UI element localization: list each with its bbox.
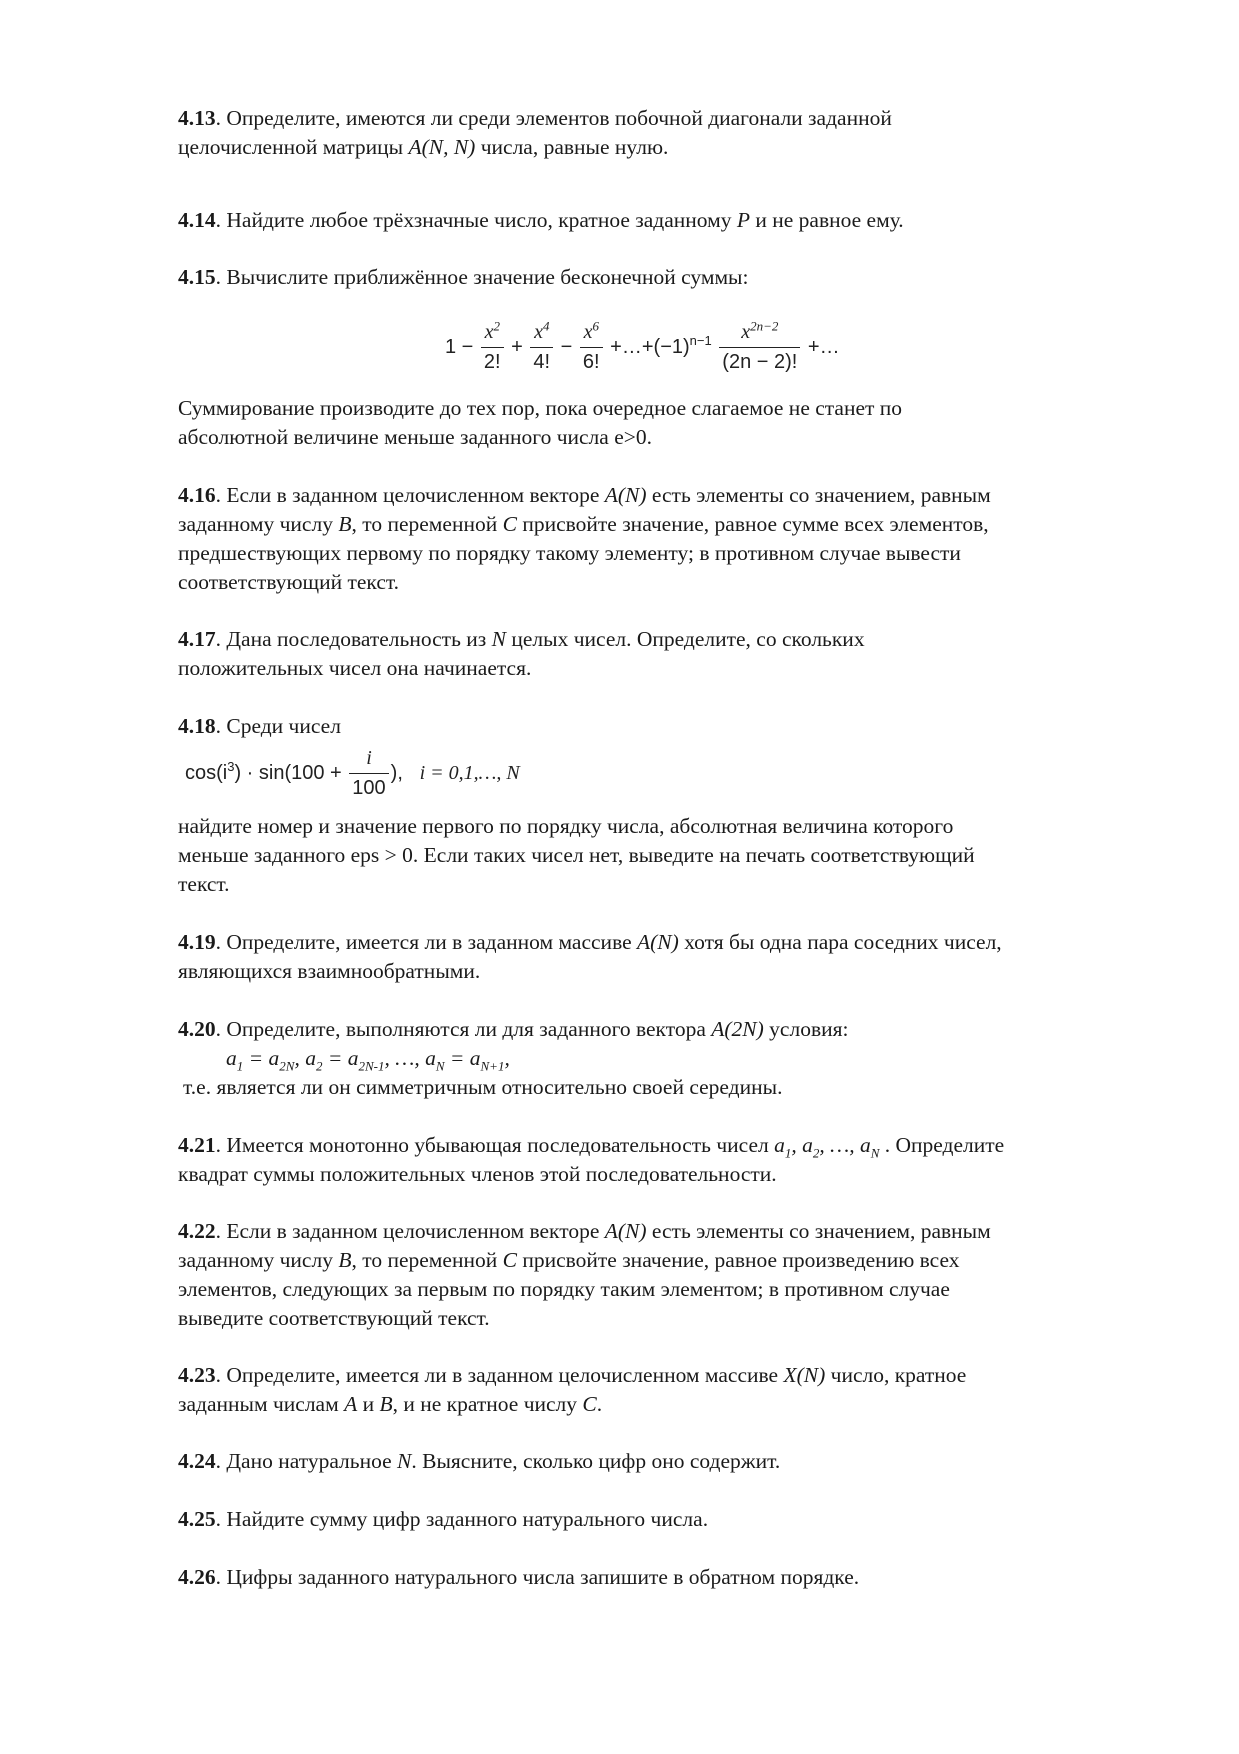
problem-text: Среди чисел xyxy=(226,714,341,738)
problem-text: число, кратное xyxy=(825,1363,967,1387)
formula-part: i xyxy=(366,747,372,769)
problem-text: . Определите xyxy=(879,1133,1005,1157)
formula-part: 2N xyxy=(279,1058,295,1074)
formula-part: − xyxy=(560,335,573,358)
formula-part: + xyxy=(511,335,523,358)
formula-part: , …, a xyxy=(819,1133,871,1157)
math-variable: A(N) xyxy=(637,930,679,954)
math-variable: B xyxy=(379,1392,393,1416)
problem-text: хотя бы одна пара соседних чисел, xyxy=(678,930,1002,954)
fraction xyxy=(349,744,388,803)
problem-text: присвойте значение, равное произведению всех xyxy=(516,1248,960,1272)
formula-part: i = 0,1,…, N xyxy=(419,761,520,784)
formula-part: 6! xyxy=(580,347,603,377)
problem-text: Определите, имеются ли среди элементов побочной диагонали заданной xyxy=(226,106,892,130)
formula-part: 1 xyxy=(236,1058,244,1074)
formula-part: 2n−2 xyxy=(750,318,779,334)
problem-text: есть элементы со значением, равным xyxy=(646,1219,991,1243)
formula-part: n−1 xyxy=(689,333,712,349)
problem-text: . Выясните, сколько цифр оно содержит. xyxy=(411,1449,781,1473)
problem-text: меньше заданного eps > 0. Если таких чисел нет, выведите на печать соответствующий xyxy=(178,843,975,867)
problem-4-15-cont xyxy=(178,394,1138,452)
problem-text: , то переменной xyxy=(351,1248,503,1272)
problem-text: Имеется монотонно убывающая последовательность чисел xyxy=(226,1133,775,1157)
problem-text: Вычислите приближённое значение бесконечной суммы: xyxy=(226,265,749,289)
problem-text: предшествующих первому по порядку такому элементу; в противном случае вывести xyxy=(178,541,961,565)
formula-part: N+1 xyxy=(480,1058,505,1074)
problem-4-21: 4.21. Имеется монотонно убывающая последовательность чисел $a_1$, $a_2$, …, $a_N$ . Определите квадрат суммы положительных членов этой последовательности. xyxy=(178,1131,1138,1189)
problem-text: элементов, следующих за первым по порядку таким элементом; в противном случае xyxy=(178,1277,950,1301)
problem-text: Цифры заданного натурального числа запишите в обратном порядке. xyxy=(226,1565,860,1589)
math-variable: B xyxy=(338,512,352,536)
problem-text: присвойте значение, равное сумме всех элементов, xyxy=(516,512,989,536)
problem-number: 4.24 xyxy=(178,1449,216,1473)
problem-text: т.е. является ли он симметричным относительно своей середины. xyxy=(183,1075,783,1099)
formula-part: x xyxy=(583,321,593,343)
formula-part: , a xyxy=(791,1133,813,1157)
formula-part: = a xyxy=(444,1046,481,1070)
problem-number: 4.25 xyxy=(178,1507,216,1531)
formula-part: 6 xyxy=(592,318,599,334)
math-variable: X(N) xyxy=(783,1363,826,1387)
formula-part: N xyxy=(870,1145,880,1161)
formula-part: 2N-1 xyxy=(358,1058,385,1074)
problem-number: 4.22 xyxy=(178,1219,216,1243)
formula-part: a xyxy=(226,1046,237,1070)
fraction xyxy=(580,318,603,377)
problem-4-14: 4.14. Найдите любое трёхзначные число, кратное заданному P и не равное ему. xyxy=(178,208,904,232)
problem-4-24: 4.24. Дано натуральное N. Выясните, сколько цифр оно содержит. xyxy=(178,1449,781,1473)
problem-number: 4.14 xyxy=(178,208,216,232)
problem-number: 4.15 xyxy=(178,265,216,289)
formula-part: +… xyxy=(807,335,840,358)
fraction xyxy=(481,318,504,377)
problem-4-22: 4.22. Если в заданном целочисленном векторе A(N) есть элементы со значением, равным заданному числу B, то переменной C присвойте значение, равное произведению всех элементов, следующих за первым по порядку таким элементом; в противном случае выведите соответствующий текст. xyxy=(178,1217,1138,1333)
math-variable: A(N) xyxy=(604,1219,647,1243)
formula-part: , …, a xyxy=(384,1046,436,1070)
formula-part: +…+(−1) xyxy=(610,335,690,358)
formula-part: 2! xyxy=(481,347,504,377)
problem-4-23: 4.23. Определите, имеется ли в заданном целочисленном массиве X(N) число, кратное заданным числам A и B, и не кратное числу C. xyxy=(178,1363,967,1416)
sequence-terms xyxy=(774,1133,880,1161)
formula-part: , xyxy=(504,1046,510,1070)
formula-part: N xyxy=(435,1058,445,1074)
formula-part: 2 xyxy=(315,1058,323,1074)
formula-part: a xyxy=(774,1133,785,1157)
formula-part: 3 xyxy=(227,759,235,775)
problem-4-13: 4.13. Определите, имеются ли среди элементов побочной диагонали заданной целочисленной матрицы A(N, N) числа, равные нулю. xyxy=(178,106,892,159)
formula-part: 1 xyxy=(784,1145,792,1161)
problem-4-25: 4.25. Найдите сумму цифр заданного натурального числа. xyxy=(178,1507,709,1531)
math-variable: P xyxy=(736,208,750,232)
problem-text: являющихся взаимнообратными. xyxy=(178,959,481,983)
problem-4-20: 4.20. Определите, выполняются ли для заданного вектора A(2N) условия: $a_1 = a_{2N}$, $a_2 = a_{2N-1}$, …, $a_N = a_{N+1}$, т.е. является ли он симметричным относительно своей середины. xyxy=(178,1015,1138,1102)
formula-part: = a xyxy=(243,1046,280,1070)
formula-part: x xyxy=(484,321,494,343)
math-variable: N xyxy=(491,627,506,651)
problem-text: заданному числу xyxy=(178,1248,339,1272)
problem-text: Определите, имеется ли в заданном массиве xyxy=(226,930,638,954)
formula-part: 4 xyxy=(542,318,550,334)
math-variable: A xyxy=(344,1392,358,1416)
problem-text: Дана последовательность из xyxy=(226,627,492,651)
problem-4-15: 4.15. Вычислите приближённое значение бесконечной суммы: xyxy=(178,265,749,289)
problem-number: 4.20 xyxy=(178,1017,216,1041)
problem-text: есть элементы со значением, равным xyxy=(646,483,991,507)
problem-text: текст. xyxy=(178,872,230,896)
formula-part: 1 − xyxy=(445,335,474,358)
formula-part: cos(i xyxy=(185,761,228,784)
problem-text: условия: xyxy=(763,1017,849,1041)
problem-text: выведите соответствующий текст. xyxy=(178,1306,490,1330)
problem-text: квадрат суммы положительных членов этой последовательности. xyxy=(178,1162,777,1186)
problem-4-19: 4.19. Определите, имеется ли в заданном массиве A(N) хотя бы одна пара соседних чисел, являющихся взаимнообратными. xyxy=(178,928,1138,986)
problem-text: и xyxy=(357,1392,380,1416)
series-formula xyxy=(445,318,840,377)
problem-number: 4.19 xyxy=(178,930,216,954)
math-variable: C xyxy=(502,1248,517,1272)
problem-text: найдите номер и значение первого по порядку числа, абсолютная величина которого xyxy=(178,814,954,838)
problem-text: заданным числам xyxy=(178,1392,345,1416)
problem-4-16: 4.16. Если в заданном целочисленном векторе A(N) есть элементы со значением, равным заданному числу B, то переменной C присвойте значение, равное сумме всех элементов, предшествующих первому по порядку такому элементу; в противном случае вывести соответствующий текст. xyxy=(178,481,1138,597)
problem-text: Определите, имеется ли в заданном целочисленном массиве xyxy=(226,1363,784,1387)
problem-4-26: 4.26. Цифры заданного натурального числа запишите в обратном порядке. xyxy=(178,1565,860,1589)
math-variable: C xyxy=(582,1392,597,1416)
problem-number: 4.13 xyxy=(178,106,216,130)
problem-number: 4.21 xyxy=(178,1133,216,1157)
problem-text: , то переменной xyxy=(351,512,503,536)
problem-text: Найдите сумму цифр заданного натурального числа. xyxy=(226,1507,709,1531)
problem-text: Если в заданном целочисленном векторе xyxy=(226,483,605,507)
problem-text: целых чисел. Определите, со скольких xyxy=(505,627,865,651)
problem-number: 4.23 xyxy=(178,1363,216,1387)
problem-text: абсолютной величине меньше заданного числа e>0. xyxy=(178,425,652,449)
problem-4-18-cont xyxy=(178,812,1138,899)
problem-text: Дано натуральное xyxy=(226,1449,398,1473)
formula-part: = a xyxy=(322,1046,359,1070)
math-variable: A(N) xyxy=(604,483,647,507)
problem-text: целочисленной матрицы xyxy=(178,135,409,159)
formula-part: x xyxy=(534,321,543,343)
problem-text: Если в заданном целочисленном векторе xyxy=(226,1219,605,1243)
problem-text: и не равное ему. xyxy=(750,208,904,232)
problem-number: 4.26 xyxy=(178,1565,216,1589)
problem-text: числа, равные нулю. xyxy=(475,135,669,159)
math-variable: A(N, N) xyxy=(408,135,476,159)
problem-number: 4.17 xyxy=(178,627,216,651)
formula-part: , a xyxy=(294,1046,316,1070)
problem-text: . xyxy=(596,1392,603,1416)
problem-4-17: 4.17. Дана последовательность из N целых чисел. Определите, со скольких положительных чисел она начинается. xyxy=(178,625,1138,683)
math-variable: N xyxy=(397,1449,412,1473)
problem-text: соответствующий текст. xyxy=(178,570,400,594)
sequence-formula xyxy=(185,744,520,803)
formula-part: ) · sin(100 + xyxy=(234,761,342,784)
problem-4-18: 4.18. Среди чисел xyxy=(178,714,341,738)
problem-text: Суммирование производите до тех пор, пока очередное слагаемое не станет по xyxy=(178,396,903,420)
math-variable: B xyxy=(338,1248,352,1272)
formula-part: (2n − 2)! xyxy=(719,347,800,377)
math-variable: C xyxy=(502,512,517,536)
formula-part: ), xyxy=(390,761,403,784)
formula-part: 4! xyxy=(530,347,553,377)
formula-part: 2 xyxy=(493,318,500,334)
problem-text: заданному числу xyxy=(178,512,339,536)
formula-part: x xyxy=(741,321,751,343)
problem-number: 4.16 xyxy=(178,483,216,507)
problem-text: положительных чисел она начинается. xyxy=(178,656,532,680)
problem-text: Определите, выполняются ли для заданного вектора xyxy=(226,1017,712,1041)
formula-part: 100 xyxy=(349,773,388,803)
problem-text: Найдите любое трёхзначные число, кратное заданному xyxy=(226,208,737,232)
fraction xyxy=(719,318,800,377)
formula-part: 2 xyxy=(812,1145,820,1161)
problem-number: 4.18 xyxy=(178,714,216,738)
symmetry-conditions xyxy=(178,1044,1138,1073)
fraction xyxy=(530,318,553,377)
math-variable: A(2N) xyxy=(711,1017,764,1041)
problem-text: , и не кратное числу xyxy=(392,1392,583,1416)
